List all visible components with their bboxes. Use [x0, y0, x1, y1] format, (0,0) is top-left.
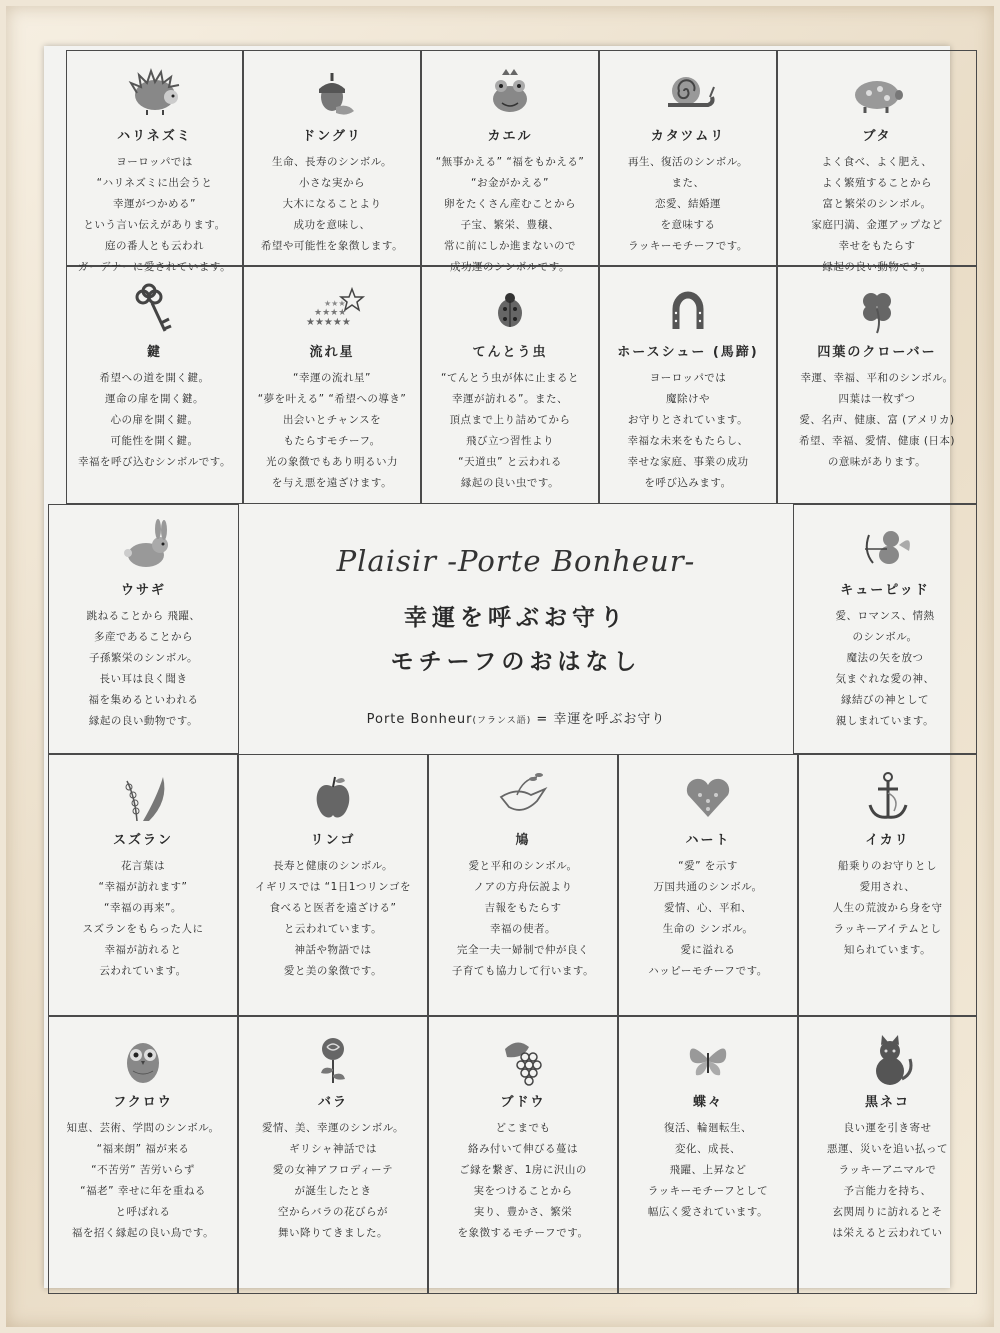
motif-description: “てんとう虫が体に止まると 幸運が訪れる”。また、 頂点まで上り詰めてから 飛び立つ習性より “天道虫” と云われる 縁起の良い虫です。 — [441, 372, 579, 489]
subtitle-rest: = 幸運を呼ぶお守り — [531, 712, 666, 727]
grapes-icon — [429, 1029, 617, 1087]
motif-description: 生命、長寿のシンボル。 小さな実から 大木になることより 成功を意味し、 希望や可能性を象徴します。 — [260, 156, 404, 252]
svg-text:★★★: ★★★ — [324, 299, 346, 308]
motif-description: 花言葉は “幸福が訪れます” “幸福の再来”。 スズランをもらった人に 幸福が訪れると 云われています。 — [82, 860, 204, 977]
frog-icon — [422, 63, 598, 121]
motif-card — [66, 50, 243, 273]
pig-icon — [778, 63, 976, 121]
rose-icon — [239, 1029, 427, 1087]
rabbit-icon — [49, 517, 238, 575]
motif-description: “無事かえる” “福をもかえる” “お金がかえる” 卵をたくさん産むことから 子宝、繁栄、豊穣、 常に前にしか進まないので 成功運のシンボルです。 — [435, 156, 585, 273]
motif-description: 良い運を引き寄せ 悪運、災いを追い払って ラッキーアニマルで 予言能力を持ち、 玄関周りに訪れるとそ は栄えると云われてい — [827, 1122, 948, 1239]
motif-title: ホースシュー (馬蹄) — [617, 345, 759, 360]
motif-title: リンゴ — [310, 833, 356, 848]
motif-title: バラ — [317, 1095, 348, 1110]
motif-card — [421, 50, 599, 273]
motif-card — [599, 50, 777, 266]
motif-title: 流れ星 — [309, 345, 355, 360]
motif-title: キューピッド — [840, 583, 930, 598]
motif-description: 愛、ロマンス、情熱 のシンボル。 魔法の矢を放つ 気まぐれな愛の神、 縁結びの神として 親しまれています。 — [835, 610, 935, 727]
svg-text:★★★★★: ★★★★★ — [306, 317, 351, 328]
motif-title: 黒ネコ — [864, 1095, 910, 1110]
horseshoe-icon — [600, 279, 776, 337]
motif-title: 鍵 — [146, 345, 162, 360]
motif-description: 船乗りのお守りとし 愛用され、 人生の荒波から身を守 ラッキーアイテムとし 知られています。 — [832, 860, 943, 956]
motif-title: 蝶々 — [692, 1095, 723, 1110]
motif-title: ハート — [685, 833, 731, 848]
butterfly-icon — [619, 1029, 797, 1087]
motif-card — [48, 754, 238, 1016]
motif-description: 知恵、芸術、学問のシンボル。 “福来朗” 福が来る “不苦労” 苦労いらず “福老” 幸せに年を重ねる と呼ばれる 福を招く縁起の良い鳥です。 — [66, 1122, 220, 1239]
motif-card — [48, 1016, 238, 1294]
motif-description: ヨーロッパでは 魔除けや お守りとされています。 幸福な未来をもたらし、 幸せな家庭、事業の成功 を呼び込みます。 — [627, 372, 749, 489]
motif-title: 四葉のクローバー — [817, 345, 937, 360]
motif-title: カエル — [487, 129, 533, 144]
subtitle-note: (フランス語) — [472, 716, 532, 726]
motif-card — [421, 266, 599, 504]
motif-title: フクロウ — [113, 1095, 173, 1110]
motif-description: 愛情、美、幸運のシンボル。 ギリシャ神話では 愛の女神アフロディーテ が誕生したとき 空からバラの花びらが 舞い降りてきました。 — [262, 1122, 404, 1239]
motif-card — [66, 266, 243, 504]
hedgehog-icon — [67, 63, 242, 121]
heart-icon — [619, 767, 797, 825]
motif-description: 希望への道を開く鍵。 運命の扉を開く鍵。 心の扉を開く鍵。 可能性を開く鍵。 幸福を呼び込むシンボルです。 — [78, 372, 231, 468]
motif-description: 幸運、幸福、平和のシンボル。 四葉は一枚ずつ 愛、名声、健康、富 (アメリカ) 希望、幸福、愛情、健康 (日本) の意味があります。 — [798, 372, 956, 468]
motif-description: 跳ねることから 飛躍、 多産であることから 子孫繁栄のシンボル。 長い耳は良く聞き 福を集めるといわれる 縁起の良い動物です。 — [86, 610, 201, 727]
motif-title: ブタ — [862, 129, 892, 144]
motif-description: 長寿と健康のシンボル。 イギリスでは “1日1つリンゴを 食べると医者を遠ざける” と云われています。 神話や物語では 愛と美の象徴です。 — [255, 860, 411, 977]
motif-description: 愛と平和のシンボル。 ノアの方舟伝説より 吉報をもたらす 幸福の使者。 完全一夫一婦制で仲が良く 子育ても協力して行います。 — [451, 860, 595, 977]
black-cat-icon — [799, 1029, 976, 1087]
dove-icon — [429, 767, 617, 825]
motif-title: イカリ — [865, 833, 910, 848]
motif-sheet — [44, 46, 956, 1288]
motif-card — [618, 754, 798, 1016]
motif-description: 復活、輪廻転生、 変化、成長、 飛躍、上昇など ラッキーモチーフとして 幅広く愛されています。 — [647, 1122, 769, 1218]
motif-description: “幸運の流れ星” “夢を叶える” “希望への導き” 出会いとチャンスを もたらすモチーフ。 光の象徴でもあり明るい力 を与え悪を遠ざけます。 — [257, 372, 407, 489]
motif-card — [777, 50, 977, 273]
subtitle — [239, 708, 793, 727]
svg-text:★★★★: ★★★★ — [314, 308, 347, 318]
motif-card — [798, 754, 977, 1016]
motif-card — [243, 266, 421, 504]
motif-card — [798, 1016, 977, 1294]
snail-icon — [600, 63, 776, 121]
subtitle-en: Porte Bonheur — [366, 712, 473, 727]
motif-title: てんとう虫 — [472, 345, 548, 360]
motif-card — [618, 1016, 798, 1294]
ladybug-icon — [422, 279, 598, 337]
key-icon — [67, 279, 242, 337]
center-title-block — [239, 504, 793, 754]
motif-title: カタツムリ — [650, 129, 726, 144]
owl-icon — [49, 1029, 237, 1087]
motif-description: 再生、復活のシンボル。 また、 恋愛、結婚運 を意味する ラッキーモチーフです。 — [628, 156, 748, 252]
motif-card — [428, 1016, 618, 1294]
cupid-icon — [794, 517, 976, 575]
motif-card — [238, 1016, 428, 1294]
shooting-star-icon — [244, 279, 420, 337]
motif-title: ブドウ — [500, 1095, 546, 1110]
motif-card — [793, 504, 977, 754]
motif-description: どこまでも 絡み付いて伸びる蔓は ご縁を繋ぎ、1房に沢山の 実をつけることから 実り、豊かさ、繁栄 を象徴するモチーフです。 — [457, 1122, 589, 1239]
apple-icon — [239, 767, 427, 825]
motif-card — [48, 504, 239, 754]
motif-title: スズラン — [112, 833, 173, 848]
motif-description: よく食べ、よく肥え、 よく繁殖することから 富と繁栄のシンボル。 家庭円満、金運アップなど 幸せをもたらす 縁起の良い動物です。 — [811, 156, 943, 273]
anchor-icon — [799, 767, 976, 825]
motif-card — [777, 266, 977, 504]
script-title: Plaisir -Porte Bonheur- — [336, 544, 696, 578]
main-title-line2: モチーフのおはなし — [390, 649, 642, 675]
motif-title: ウサギ — [120, 583, 166, 598]
motif-title: ハリネズミ — [117, 129, 192, 144]
motif-card — [243, 50, 421, 266]
lily-of-the-valley-icon — [49, 767, 237, 825]
clover-icon — [778, 279, 976, 337]
motif-title: 鳩 — [515, 833, 531, 848]
motif-card — [238, 754, 428, 1016]
main-title-line1: 幸運を呼ぶお守り — [404, 605, 628, 631]
motif-description: “愛” を示す 万国共通のシンボル。 愛情、心、平和、 生命の シンボル。 愛に溢れる ハッピーモチーフです。 — [648, 860, 768, 977]
motif-card — [428, 754, 618, 1016]
motif-description: ヨーロッパでは “ハリネズミに出会うと 幸運がつかめる” という言い伝えがあります。 庭の番人とも云われ ガーデナーに愛されています。 — [77, 156, 232, 273]
motif-title: ドングリ — [302, 129, 362, 144]
acorn-icon — [244, 63, 420, 121]
motif-card — [599, 266, 777, 504]
